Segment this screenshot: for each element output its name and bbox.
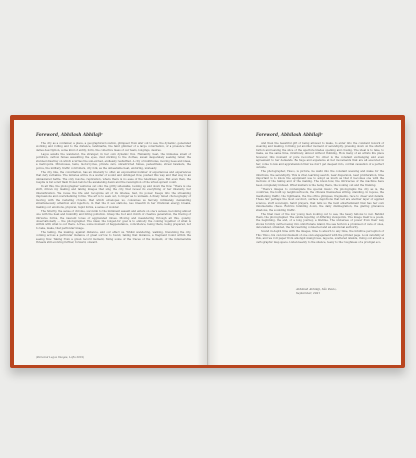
signoff-author: Abhilash Abhilaji, São Paulo, xyxy=(296,287,337,291)
left-page-heading: Foreword, Abhilash Abhilaji¹ xyxy=(36,132,103,137)
left-page xyxy=(14,120,208,365)
left-page-body xyxy=(36,142,191,352)
right-paragraph: The final view of the low young men looking out to sea, the heavy fellows to net. Behind them, the photographer. The subtle layering of differing viewpoints. The image itself is a poem, the beginning, the end, of a long journey, a lifetime. The universes of power from their way shows forcibly carried away into unfortunate island, the sea horizon a promised of care of ones, delocalized, stranded, the far-reaching connected and an emotional authority. xyxy=(256,212,384,230)
left-paragraph: The taking, the making, against distance, and our effect us. Whilst wandering, walking, traversing the city, coming across a particular instance of great sorrow to found, taking that instance, a fragment found within the seeing flow. Taking from a given record moment, fixing some of the traces of the moment, of the innumerable threads still evolving further, forward, onward. xyxy=(36,230,191,245)
left-paragraph: Lagos awaits the wanderer, the stranger, in her own dynamic flux. Humanity, heat, the immense smell of pollution, carbon fumes assaulting the eyes, dust sticking to the clothes, sweat desperately seeking relief, the stunned disarray on which scurries the sun-etched, endlessly reshuffled. A city of multitudes, moving bees and ideas, a metropolis. Mini-buses, taxis, motorcycles, private cars, unrestricted fumes, pedestrians, street hawkers, the police, the military, traffic controllers, city folk, as the unbearable heat, enduring, unsteady. xyxy=(36,152,191,170)
left-paragraph: The futurity, the sense of chrome, succumb to the imminent assault and enters on one’s senses, becoming almost one with the heat and humidity and biting pollution. Grasp the foot and clutch of creative generation, the fracing of intrusive forms, the nascent tones of aggravated mixes. Moving and meandering through all this, quietly, observationally — the photographer. The ideal, the longed-for goal is to embody the coming together of what is within with what is out there. A free, some moment of happenstance, coincidence, being there, being prepared, not to take, make, that particular image. xyxy=(36,209,191,230)
left-paragraph: The city as a container, a place, a geographical location, glimpsed from afar out to sea, the dynamic, generated working and rolling and to the distance, landmarks, the faint glimmer of a large conurbation, of a presence that defies description, some kind of entity, form, the collective mass of our fears, longings, desires. xyxy=(36,142,191,152)
right-page-body xyxy=(256,142,384,292)
right-paragraph: The photographer, Yksoo, is picture, he waltz into the constant weaving and make for the intuitions, the serendipity. This is vital, learning search, near dispersion, near proliferation, time important is to know the equipment use to adopt as much as that it becomes one with the motions of the taking and of the making. The know-how, the intricacies of the machine have been completely imbued. What matters is the being there, the looking out and the framing. xyxy=(256,170,384,187)
signoff xyxy=(296,288,337,295)
right-paragraph: And then the beautiful gift of being allowed to make, to enter into the constant rework of weaving and making, forming yet another moment of serendipity, pressing down on the shutter button and leaving the slice of the aperture blades opening and closing. The ideal is to take, to make, as the same time, intuitively, almost without thinking, How many of an artists life place however, this moment of pure recourse? No other is the constant exchanging and even agreement to her demands. Be huge and expansive at her movements that are all executed in her, come to law and apprehension that we don’t get deepest into, cordial causation of a perfect outside. xyxy=(256,142,384,170)
right-page-heading: Foreword, Abhilash Abhilaji¹ xyxy=(256,132,323,137)
right-page xyxy=(208,120,401,365)
left-page-footer: (Personal Lagos Images, Lofts 2019) xyxy=(36,356,85,359)
right-paragraph: “There’s images to contemplate the special music. He photographs the city as is, the countries, the built up neighbourhoods, the citizens themselves sitting, standing, in repose, the maddening traffic, the rightleans, the the office glimpses, fragments, race to cheer and details. These fair perhaps the most succinct, surface depictions that tell are another layer of applied science, stuff sovereign, habit prayers, that tells us the held entertainment that has her own innumerable chaos. Rubrics tumbling down, the daily disintegration, the glaring grievance shadows, the sounding traffic. xyxy=(256,187,384,212)
signoff-date: September, 2021 xyxy=(296,290,321,295)
left-paragraph: In all this, the photographer ventures out onto the gritty sidewalks, looking up and down the flow. “There is one shift, driven my making and taking images that sing the city, that reveal its everything of her intensity, her intensification. We reuse the life and recognize all of its intense, fast, its power. Keeps into the streaming impressions and overwhelming forms. The art is to seek out, to linger as to unmask. A finely tuned choreography of moving with the restating crowds, that which envelopes us, consumes us fiercely, intimately, demanding simultaneously attention and rejection, in that the it sex stations, neo lineariti in her irrational energy breaks, making our emotions, physical, rapid forms, a sense of wonder. xyxy=(36,184,191,209)
right-paragraph: Sound in-depth time with the images, time to absorb to any time, the intuitive perception of Tiko Tikoo, his own involvement of one own engagement with the printed page. Look carefully at this, and we roll paper from amongst mangroves, lagoons, scattered islands, rising out almost a cartographic map space. Listen keenly to the silence, teeny to the roughness of a prodigal eco. xyxy=(256,230,384,244)
left-paragraph: The city, like, the conurbation, has an intensity to offer, an exponential number of experiences and experiences that defy verbalize. The minutes arrive in a welter of sound and unhinged flow, pushed this way and that way in an unmastered battle. The only resolve, replication, where there is no ease of the relentless pace. But even then, the respite is but a fair flash frozen before the awakening dawn and the resumption of the urban sprawl count. xyxy=(36,170,191,184)
